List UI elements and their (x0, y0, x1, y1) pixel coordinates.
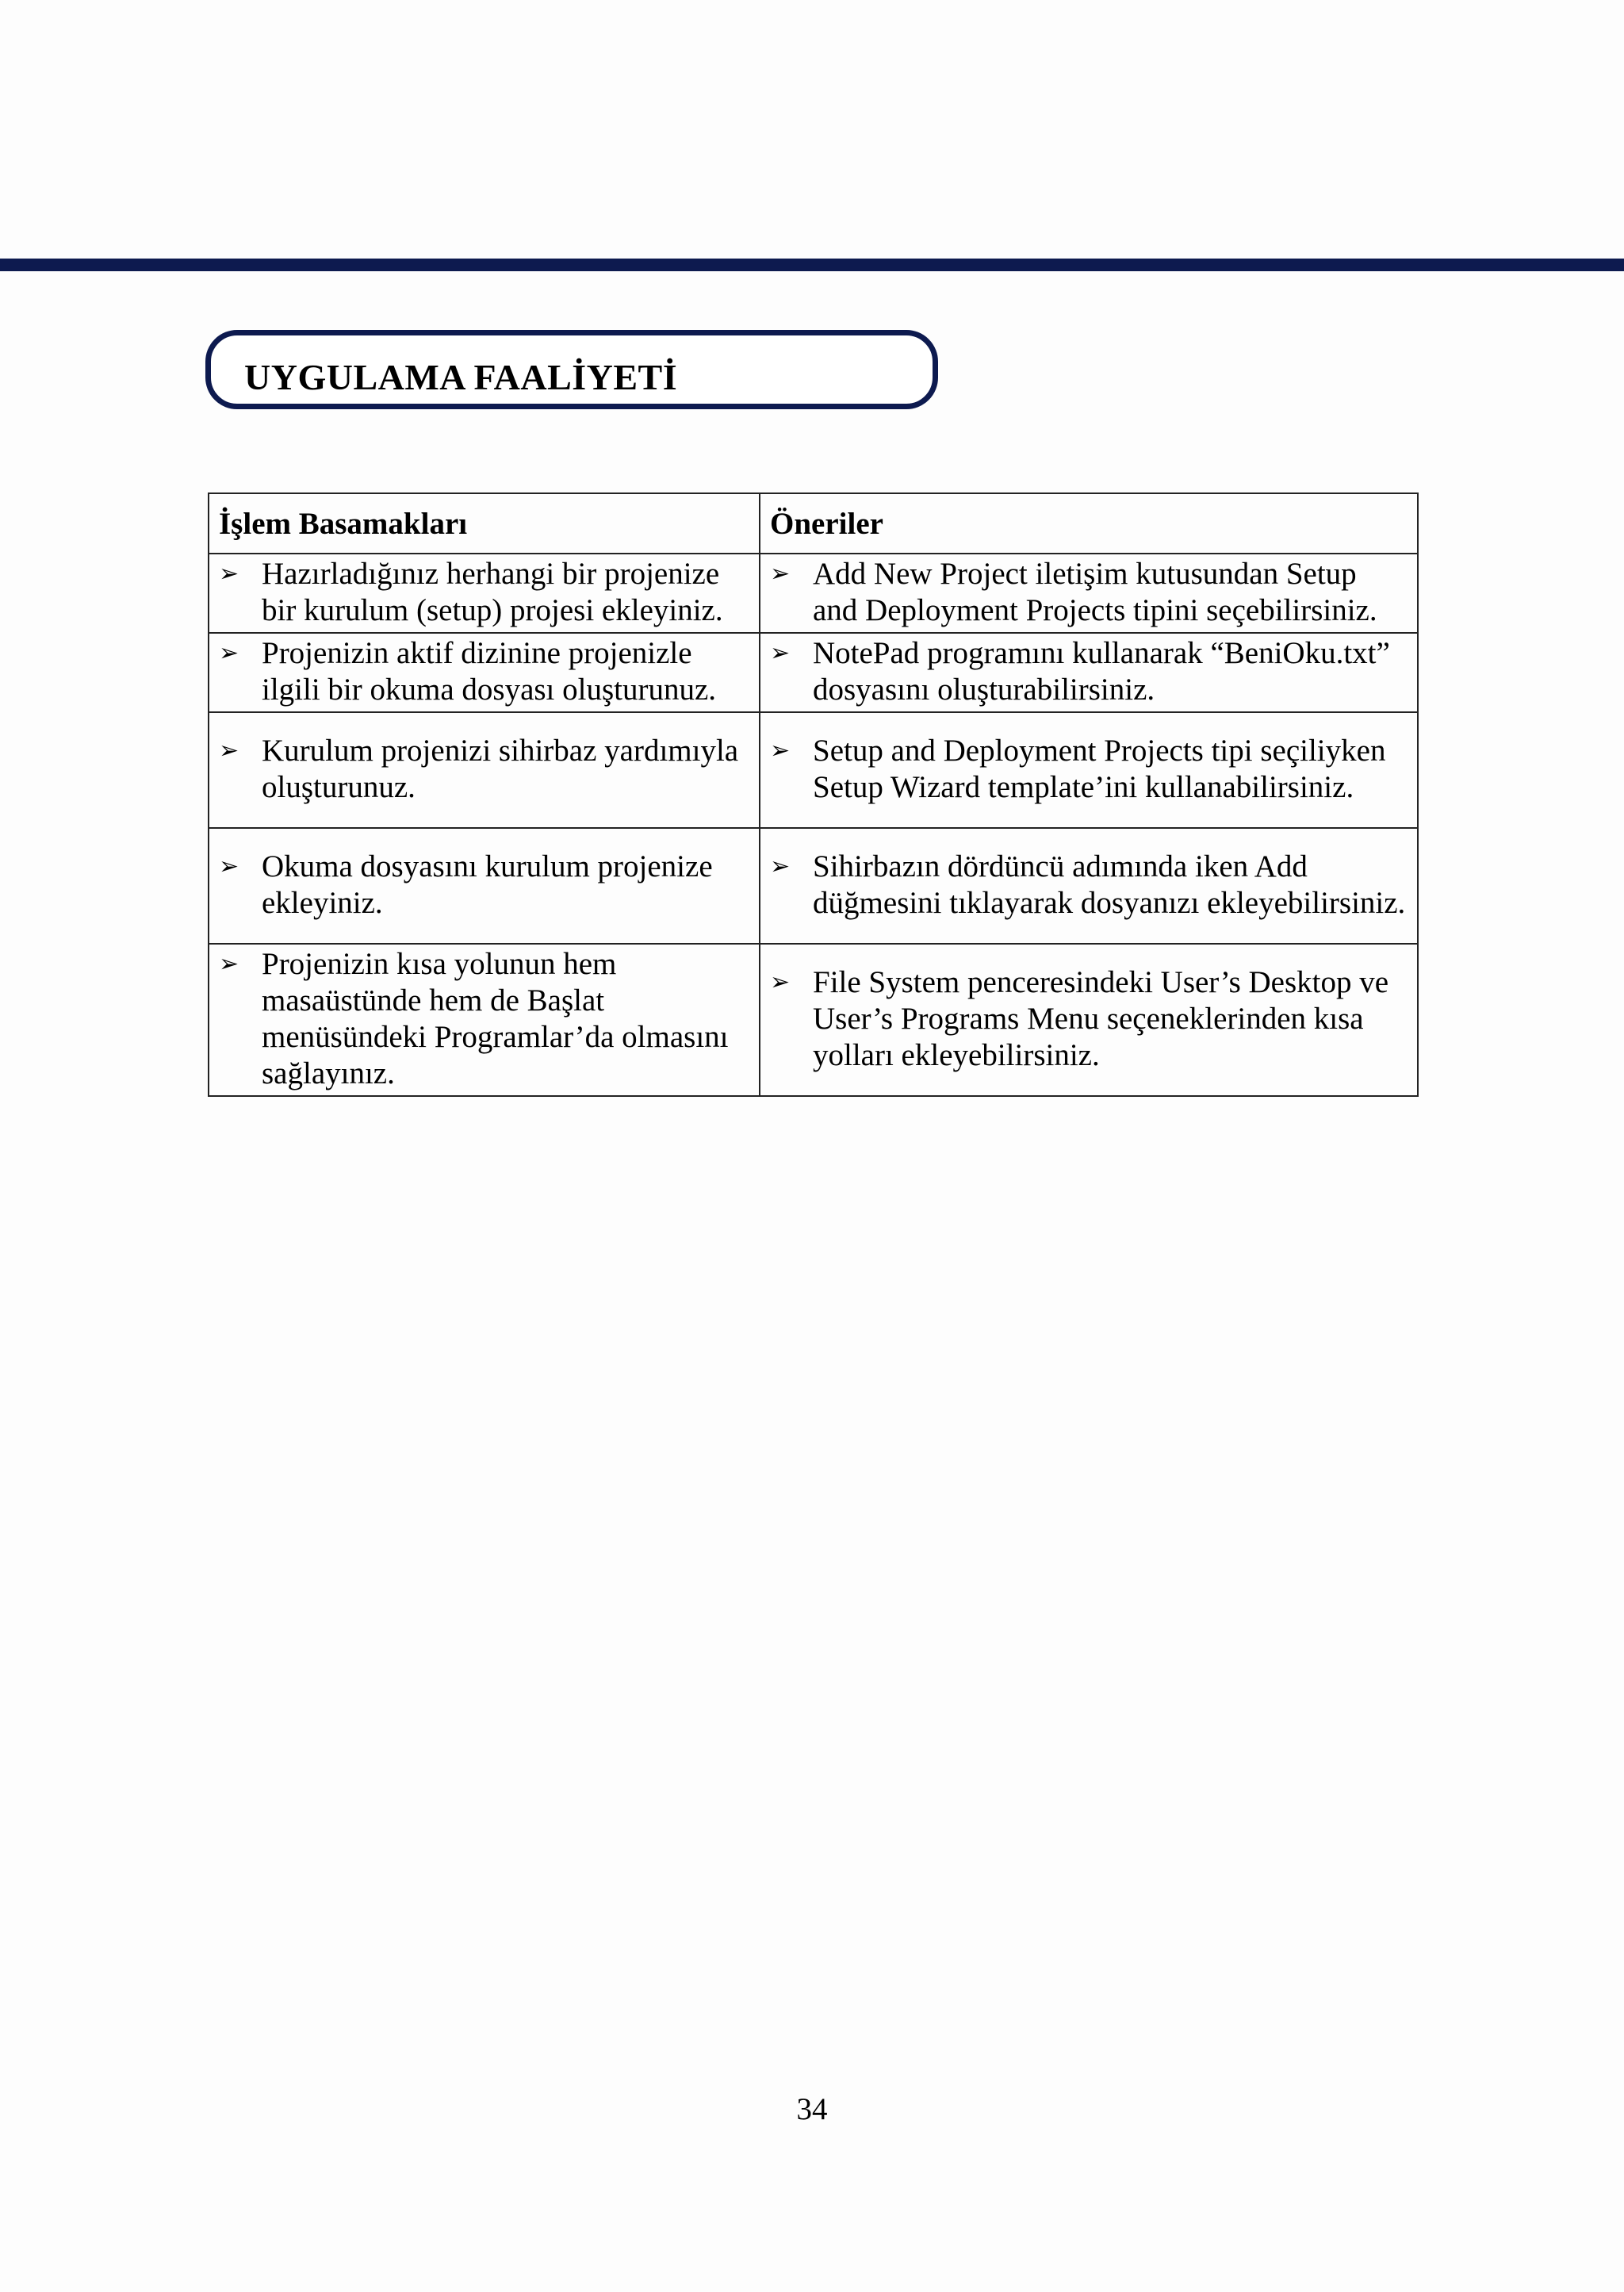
step-text: Kurulum projenizi sihirbaz yardımıyla oluşturunuz. (262, 734, 739, 804)
suggestion-text: Add New Project iletişim kutusundan Setup and Deployment Projects tipini seçebilirsiniz. (813, 557, 1377, 627)
arrow-bullet-icon: ➢ (219, 853, 239, 880)
table-row (209, 944, 1418, 1096)
column-header-suggestions: Öneriler (760, 493, 1418, 554)
suggestion-cell (760, 712, 1418, 828)
suggestion-cell (760, 633, 1418, 712)
arrow-bullet-icon: ➢ (219, 560, 239, 588)
step-text: Projenizin kısa yolunun hem masaüstünde hem de Başlat menüsündeki Programlar’da olmasını sağlayınız. (262, 947, 729, 1090)
column-header-steps: İşlem Basamakları (209, 493, 760, 554)
arrow-bullet-icon: ➢ (770, 968, 791, 996)
activity-table (208, 493, 1419, 1097)
step-cell (209, 633, 760, 712)
arrow-bullet-icon: ➢ (219, 639, 239, 667)
table-row (209, 828, 1418, 944)
suggestion-cell (760, 828, 1418, 944)
suggestion-cell (760, 554, 1418, 633)
table-row (209, 554, 1418, 633)
step-cell (209, 712, 760, 828)
arrow-bullet-icon: ➢ (219, 950, 239, 978)
arrow-bullet-icon: ➢ (770, 560, 791, 588)
suggestion-cell (760, 944, 1418, 1096)
suggestion-text: File System penceresindeki User’s Desktop ve User’s Programs Menu seçeneklerinden kısa yolları ekleyebilirsiniz. (813, 965, 1389, 1072)
header-band (0, 259, 1624, 271)
arrow-bullet-icon: ➢ (770, 737, 791, 765)
table-header-row (209, 493, 1418, 554)
suggestion-text: NotePad programını kullanarak “BeniOku.txt” dosyasını oluşturabilirsiniz. (813, 636, 1390, 707)
step-cell (209, 828, 760, 944)
step-text: Hazırladığınız herhangi bir projenize bir kurulum (setup) projesi ekleyiniz. (262, 557, 723, 627)
step-text: Projenizin aktif dizinine projenizle ilgili bir okuma dosyası oluşturunuz. (262, 636, 717, 707)
arrow-bullet-icon: ➢ (770, 853, 791, 880)
step-text: Okuma dosyasını kurulum projenize ekleyiniz. (262, 849, 713, 920)
suggestion-text: Setup and Deployment Projects tipi seçiliyken Setup Wizard template’ini kullanabilirsiniz. (813, 734, 1386, 804)
step-cell (209, 554, 760, 633)
step-cell (209, 944, 760, 1096)
arrow-bullet-icon: ➢ (219, 737, 239, 765)
page-number: 34 (796, 2092, 828, 2126)
table-row (209, 712, 1418, 828)
section-title-box (205, 330, 938, 409)
suggestion-text: Sihirbazın dördüncü adımında iken Add düğmesini tıklayarak dosyanızı ekleyebilirsiniz. (813, 849, 1406, 920)
arrow-bullet-icon: ➢ (770, 639, 791, 667)
table-row (209, 633, 1418, 712)
section-title: UYGULAMA FAALİYETİ (244, 357, 678, 397)
